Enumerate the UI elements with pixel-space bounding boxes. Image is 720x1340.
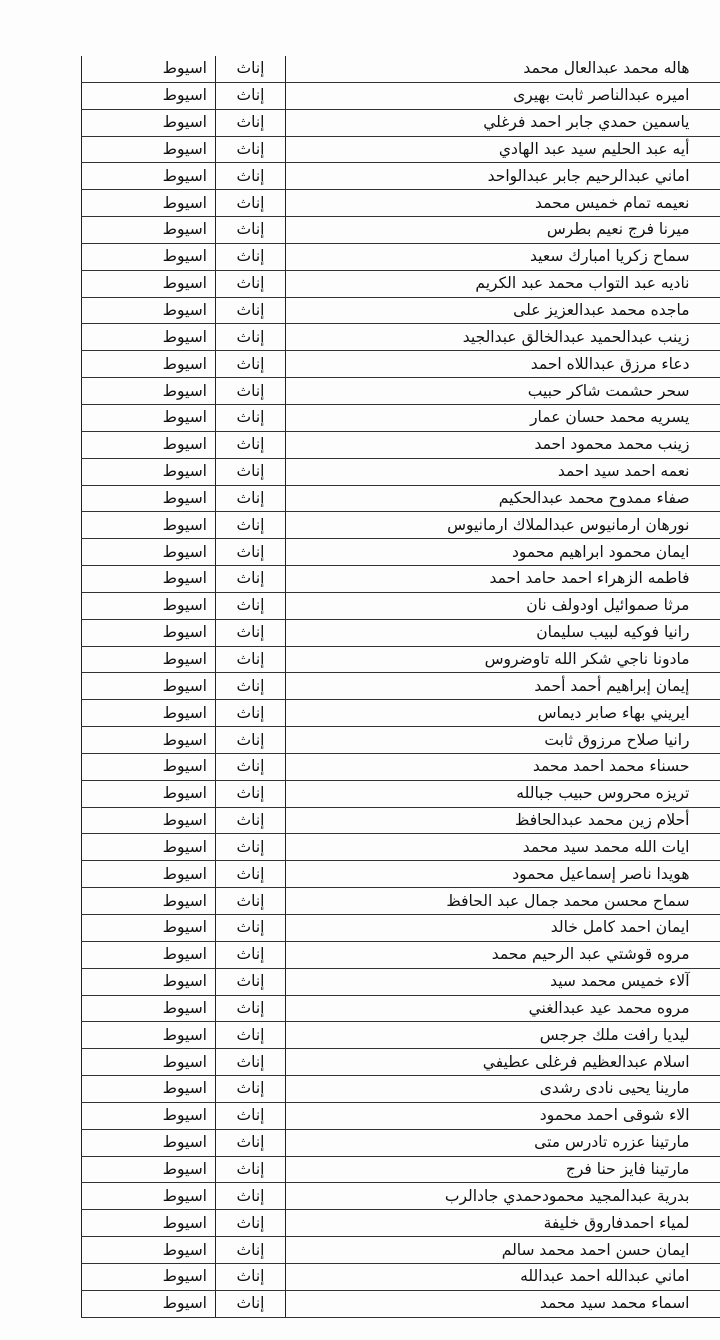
table-row (82, 136, 720, 163)
name-cell: اسماء محمد سيد محمد (286, 1290, 696, 1317)
name-cell: إيمان إبراهيم أحمد أحمد (286, 673, 696, 700)
gender-cell: إناث (216, 217, 286, 244)
governorate-cell: اسيوط (82, 1183, 216, 1210)
name-cell: تريزه محروس حبيب جبالله (286, 780, 696, 807)
row-margin-cell (696, 968, 720, 995)
governorate-cell: اسيوط (82, 1290, 216, 1317)
row-margin-cell (696, 941, 720, 968)
row-margin-cell (696, 834, 720, 861)
table-row (82, 915, 720, 942)
row-margin-cell (696, 700, 720, 727)
governorate-cell: اسيوط (82, 780, 216, 807)
table-row (82, 727, 720, 754)
governorate-cell: اسيوط (82, 351, 216, 378)
table-row (82, 351, 720, 378)
name-cell: مرثا صموائيل اودولف نان (286, 592, 696, 619)
gender-cell: إناث (216, 780, 286, 807)
table-row (82, 512, 720, 539)
gender-cell: إناث (216, 1022, 286, 1049)
table-row (82, 673, 720, 700)
governorate-cell: اسيوط (82, 270, 216, 297)
governorate-cell: اسيوط (82, 1210, 216, 1237)
table-row (82, 646, 720, 673)
governorate-cell: اسيوط (82, 1076, 216, 1103)
table-row (82, 1022, 720, 1049)
row-margin-cell (696, 351, 720, 378)
governorate-cell: اسيوط (82, 646, 216, 673)
name-cell: لمياء احمدفاروق خليفة (286, 1210, 696, 1237)
name-cell: ليديا رافت ملك جرجس (286, 1022, 696, 1049)
name-cell: اماني عبدالله احمد عبدالله (286, 1263, 696, 1290)
name-cell: ميرنا فرج نعيم بطرس (286, 217, 696, 244)
row-margin-cell (696, 1263, 720, 1290)
table-row (82, 270, 720, 297)
governorate-cell: اسيوط (82, 1156, 216, 1183)
row-margin-cell (696, 780, 720, 807)
table-row (82, 82, 720, 109)
gender-cell: إناث (216, 297, 286, 324)
governorate-cell: اسيوط (82, 1102, 216, 1129)
gender-cell: إناث (216, 404, 286, 431)
gender-cell: إناث (216, 109, 286, 136)
governorate-cell: اسيوط (82, 673, 216, 700)
table-row (82, 807, 720, 834)
row-margin-cell (696, 190, 720, 217)
governorate-cell: اسيوط (82, 1263, 216, 1290)
governorate-cell: اسيوط (82, 915, 216, 942)
name-cell: مروه محمد عيد عبدالغني (286, 995, 696, 1022)
table-row (82, 404, 720, 431)
governorate-cell: اسيوط (82, 995, 216, 1022)
gender-cell: إناث (216, 56, 286, 82)
name-cell: ياسمين حمدي جابر احمد فرغلي (286, 109, 696, 136)
table-row (82, 217, 720, 244)
name-cell: مارتينا عزره تادرس متى (286, 1129, 696, 1156)
gender-cell: إناث (216, 673, 286, 700)
name-cell: ايمان حسن احمد محمد سالم (286, 1237, 696, 1264)
gender-cell: إناث (216, 619, 286, 646)
governorate-cell: اسيوط (82, 163, 216, 190)
gender-cell: إناث (216, 753, 286, 780)
gender-cell: إناث (216, 324, 286, 351)
governorate-cell: اسيوط (82, 727, 216, 754)
name-cell: مارتينا فايز حنا فرج (286, 1156, 696, 1183)
table-row (82, 485, 720, 512)
governorate-cell: اسيوط (82, 404, 216, 431)
governorate-cell: اسيوط (82, 431, 216, 458)
gender-cell: إناث (216, 915, 286, 942)
governorate-cell: اسيوط (82, 1049, 216, 1076)
name-cell: حسناء محمد احمد محمد (286, 753, 696, 780)
name-cell: نعمه احمد سيد احمد (286, 458, 696, 485)
name-cell: اسلام عبدالعظيم فرغلى عطيفي (286, 1049, 696, 1076)
name-cell: ماجده محمد عبدالعزيز على (286, 297, 696, 324)
gender-cell: إناث (216, 431, 286, 458)
row-margin-cell (696, 1022, 720, 1049)
table-row (82, 297, 720, 324)
table-row (82, 888, 720, 915)
gender-cell: إناث (216, 485, 286, 512)
governorate-cell: اسيوط (82, 834, 216, 861)
name-cell: ايمان محمود ابراهيم محمود (286, 539, 696, 566)
row-margin-cell (696, 566, 720, 593)
table-row (82, 1049, 720, 1076)
table-row (82, 700, 720, 727)
gender-cell: إناث (216, 727, 286, 754)
name-cell: أيه عبد الحليم سيد عبد الهادي (286, 136, 696, 163)
governorate-cell: اسيوط (82, 217, 216, 244)
row-margin-cell (696, 324, 720, 351)
governorate-cell: اسيوط (82, 297, 216, 324)
gender-cell: إناث (216, 1183, 286, 1210)
table-row (82, 378, 720, 405)
row-margin-cell (696, 1237, 720, 1264)
gender-cell: إناث (216, 646, 286, 673)
governorate-cell: اسيوط (82, 700, 216, 727)
governorate-cell: اسيوط (82, 861, 216, 888)
gender-cell: إناث (216, 700, 286, 727)
gender-cell: إناث (216, 592, 286, 619)
row-margin-cell (696, 270, 720, 297)
row-margin-cell (696, 458, 720, 485)
row-margin-cell (696, 82, 720, 109)
name-cell: فاطمه الزهراء احمد حامد احمد (286, 566, 696, 593)
name-cell: ناديه عبد التواب محمد عبد الكريم (286, 270, 696, 297)
gender-cell: إناث (216, 458, 286, 485)
table-row (82, 1102, 720, 1129)
row-margin-cell (696, 1156, 720, 1183)
name-cell: رانيا فوكيه لبيب سليمان (286, 619, 696, 646)
gender-cell: إناث (216, 1290, 286, 1317)
gender-cell: إناث (216, 1156, 286, 1183)
table-row (82, 995, 720, 1022)
table-row (82, 1210, 720, 1237)
governorate-cell: اسيوط (82, 109, 216, 136)
governorate-cell: اسيوط (82, 378, 216, 405)
table-row (82, 109, 720, 136)
row-margin-cell (696, 378, 720, 405)
name-cell: هاله محمد عبدالعال محمد (286, 56, 696, 82)
row-margin-cell (696, 1183, 720, 1210)
table-row (82, 834, 720, 861)
governorate-cell: اسيوط (82, 619, 216, 646)
gender-cell: إناث (216, 1076, 286, 1103)
governorate-cell: اسيوط (82, 190, 216, 217)
governorate-cell: اسيوط (82, 82, 216, 109)
table-row (82, 1237, 720, 1264)
name-cell: نعيمه تمام خميس محمد (286, 190, 696, 217)
row-margin-cell (696, 673, 720, 700)
name-cell: رانيا صلاح مرزوق ثابت (286, 727, 696, 754)
name-cell: سماح زكريا امبارك سعيد (286, 243, 696, 270)
row-margin-cell (696, 727, 720, 754)
row-margin-cell (696, 56, 720, 82)
row-margin-cell (696, 404, 720, 431)
name-cell: زينب محمد محمود احمد (286, 431, 696, 458)
name-cell: مادونا ناجي شكر الله تاوضروس (286, 646, 696, 673)
governorate-cell: اسيوط (82, 136, 216, 163)
row-margin-cell (696, 243, 720, 270)
table-row (82, 619, 720, 646)
table-row (82, 592, 720, 619)
name-cell: زينب عبدالحميد عبدالخالق عبدالجيد (286, 324, 696, 351)
table-row (82, 968, 720, 995)
governorate-cell: اسيوط (82, 512, 216, 539)
governorate-cell: اسيوط (82, 485, 216, 512)
row-margin-cell (696, 807, 720, 834)
row-margin-cell (696, 1102, 720, 1129)
table-row (82, 1129, 720, 1156)
governorate-cell: اسيوط (82, 941, 216, 968)
gender-cell: إناث (216, 888, 286, 915)
gender-cell: إناث (216, 1049, 286, 1076)
row-margin-cell (696, 485, 720, 512)
governorate-cell: اسيوط (82, 324, 216, 351)
row-margin-cell (696, 646, 720, 673)
row-margin-cell (696, 1076, 720, 1103)
gender-cell: إناث (216, 1210, 286, 1237)
table-row (82, 431, 720, 458)
governorate-cell: اسيوط (82, 807, 216, 834)
gender-cell: إناث (216, 378, 286, 405)
name-cell: هويدا ناصر إسماعيل محمود (286, 861, 696, 888)
gender-cell: إناث (216, 1263, 286, 1290)
governorate-cell: اسيوط (82, 539, 216, 566)
table-row (82, 56, 720, 82)
table-row (82, 163, 720, 190)
row-margin-cell (696, 431, 720, 458)
gender-cell: إناث (216, 163, 286, 190)
row-margin-cell (696, 592, 720, 619)
gender-cell: إناث (216, 1237, 286, 1264)
gender-cell: إناث (216, 834, 286, 861)
name-cell: أحلام زين محمد عبدالحافظ (286, 807, 696, 834)
table-row (82, 324, 720, 351)
table-row (82, 458, 720, 485)
governorate-cell: اسيوط (82, 1237, 216, 1264)
gender-cell: إناث (216, 512, 286, 539)
row-margin-cell (696, 1210, 720, 1237)
row-margin-cell (696, 861, 720, 888)
name-cell: صفاء ممدوح محمد عبدالحكيم (286, 485, 696, 512)
name-cell: نورهان ارمانيوس عبدالملاك ارمانيوس (286, 512, 696, 539)
table-row (82, 861, 720, 888)
name-cell: ايات الله محمد سيد محمد (286, 834, 696, 861)
row-margin-cell (696, 915, 720, 942)
gender-cell: إناث (216, 807, 286, 834)
row-margin-cell (696, 163, 720, 190)
table-row (82, 1156, 720, 1183)
names-table-body (82, 56, 720, 1317)
governorate-cell: اسيوط (82, 243, 216, 270)
gender-cell: إناث (216, 968, 286, 995)
row-margin-cell (696, 1049, 720, 1076)
name-cell: ايمان احمد كامل خالد (286, 915, 696, 942)
name-cell: دعاء مرزق عبداللاه احمد (286, 351, 696, 378)
gender-cell: إناث (216, 190, 286, 217)
governorate-cell: اسيوط (82, 566, 216, 593)
table-row (82, 780, 720, 807)
table-row (82, 1076, 720, 1103)
governorate-cell: اسيوط (82, 753, 216, 780)
table-row (82, 941, 720, 968)
row-margin-cell (696, 109, 720, 136)
name-cell: آلاء خميس محمد سيد (286, 968, 696, 995)
gender-cell: إناث (216, 995, 286, 1022)
table-row (82, 539, 720, 566)
row-margin-cell (696, 995, 720, 1022)
table-row (82, 1263, 720, 1290)
table-row (82, 566, 720, 593)
row-margin-cell (696, 888, 720, 915)
gender-cell: إناث (216, 566, 286, 593)
gender-cell: إناث (216, 861, 286, 888)
gender-cell: إناث (216, 941, 286, 968)
name-cell: سماح محسن محمد جمال عبد الحافظ (286, 888, 696, 915)
governorate-cell: اسيوط (82, 458, 216, 485)
row-margin-cell (696, 1129, 720, 1156)
governorate-cell: اسيوط (82, 592, 216, 619)
governorate-cell: اسيوط (82, 968, 216, 995)
names-table (81, 56, 720, 1318)
name-cell: سحر حشمت شاكر حبيب (286, 378, 696, 405)
name-cell: اميره عبدالناصر ثابت بهيرى (286, 82, 696, 109)
name-cell: ايريني بهاء صابر ديماس (286, 700, 696, 727)
row-margin-cell (696, 217, 720, 244)
table-row (82, 243, 720, 270)
name-cell: الاء شوقى احمد محمود (286, 1102, 696, 1129)
row-margin-cell (696, 136, 720, 163)
governorate-cell: اسيوط (82, 1129, 216, 1156)
governorate-cell: اسيوط (82, 1022, 216, 1049)
row-margin-cell (696, 1290, 720, 1317)
row-margin-cell (696, 297, 720, 324)
row-margin-cell (696, 539, 720, 566)
row-margin-cell (696, 619, 720, 646)
row-margin-cell (696, 512, 720, 539)
gender-cell: إناث (216, 351, 286, 378)
gender-cell: إناث (216, 243, 286, 270)
table-row (82, 1183, 720, 1210)
gender-cell: إناث (216, 1129, 286, 1156)
name-cell: بدرية عبدالمجيد محمودحمدي جادالرب (286, 1183, 696, 1210)
gender-cell: إناث (216, 539, 286, 566)
governorate-cell: اسيوط (82, 56, 216, 82)
table-row (82, 1290, 720, 1317)
gender-cell: إناث (216, 136, 286, 163)
governorate-cell: اسيوط (82, 888, 216, 915)
name-cell: مارينا يحيى نادى رشدى (286, 1076, 696, 1103)
row-margin-cell (696, 753, 720, 780)
table-row (82, 753, 720, 780)
gender-cell: إناث (216, 82, 286, 109)
gender-cell: إناث (216, 270, 286, 297)
table-row (82, 190, 720, 217)
name-cell: مروه قوشتي عبد الرحيم محمد (286, 941, 696, 968)
name-cell: يسريه محمد حسان عمار (286, 404, 696, 431)
gender-cell: إناث (216, 1102, 286, 1129)
name-cell: اماني عبدالرحيم جابر عبدالواحد (286, 163, 696, 190)
